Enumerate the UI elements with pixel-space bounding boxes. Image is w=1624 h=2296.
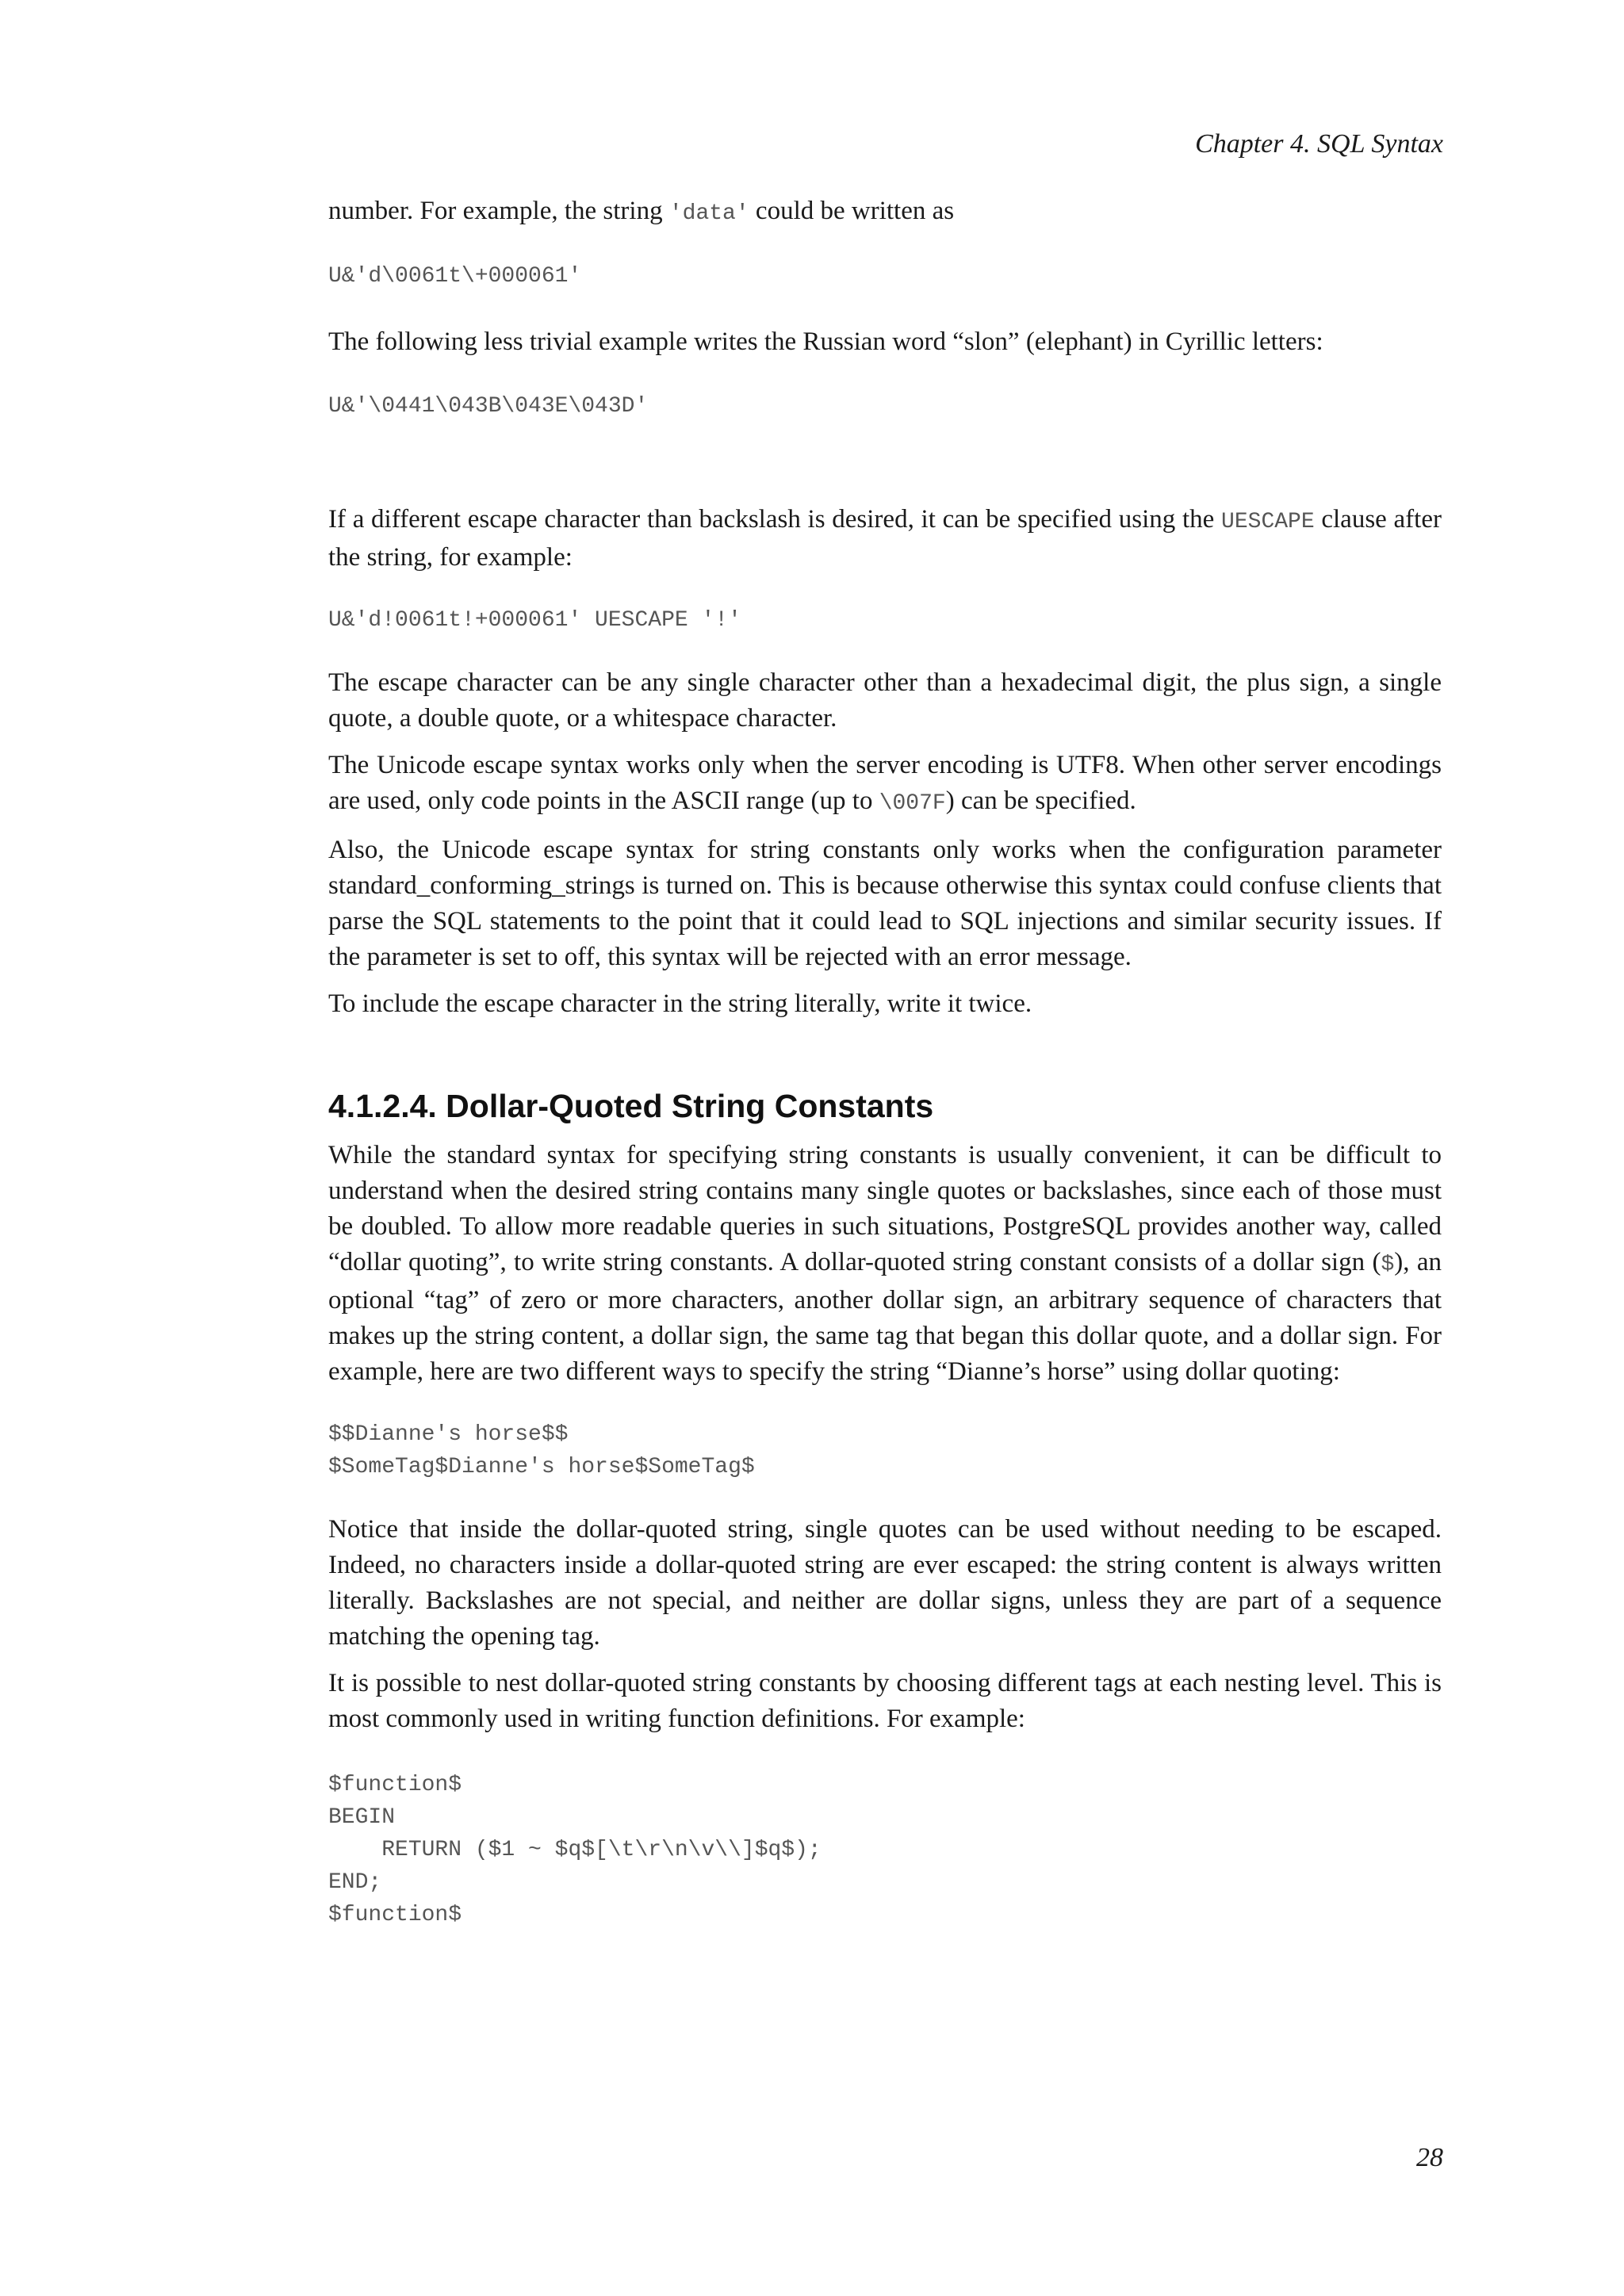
- paragraph-nesting: It is possible to nest dollar-quoted string constants by choosing different tags at each nesting level. This is most commonly used in writing function definitions. For example:: [328, 1669, 1442, 1733]
- paragraph-escape-rules: The escape character can be any single character other than a hexadecimal digit, the plus sign, a single quote, a double quote, or a whitespace character.: [328, 668, 1442, 733]
- running-header: Chapter 4. SQL Syntax: [1195, 129, 1443, 159]
- paragraph-text: clause after the string, for example:: [328, 505, 1442, 572]
- paragraph-russian-example: The following less trivial example writes the Russian word “slon” (elephant) in Cyrillic letters:: [328, 327, 1323, 356]
- paragraph-text: The Unicode escape syntax works only when the server encoding is UTF8. When other server encodings are used, only code points in the ASCII range (up to: [328, 751, 1442, 815]
- paragraph-dollar-quoting: [328, 1138, 1442, 1390]
- inline-code: $: [1381, 1253, 1395, 1277]
- code-block-uescape: U&'d!0061t!+000061' UESCAPE '!': [328, 608, 741, 633]
- section-heading: 4.1.2.4. Dollar-Quoted String Constants: [328, 1088, 934, 1124]
- paragraph-standard-conforming: Also, the Unicode escape syntax for string constants only works when the configuration parameter standard_conforming_strings is turned on. This is because otherwise this syntax could confuse clients that parse the SQL statements to the point that it could lead to SQL injections and similar security issues. If the parameter is set to off, this syntax will be rejected with an error message.: [328, 836, 1442, 971]
- paragraph-text: number. For example, the string: [328, 197, 669, 225]
- inline-code: \007F: [879, 791, 946, 816]
- paragraph-write-twice: To include the escape character in the string literally, write it twice.: [328, 989, 1032, 1018]
- paragraph-no-escaping: Notice that inside the dollar-quoted string, single quotes can be used without needing to be escaped. Indeed, no characters inside a dollar-quoted string are ever escaped: the string content is always written literally. Backslashes are not special, and neither are dollar signs, unless they are part of a sequence matching the opening tag.: [328, 1515, 1442, 1651]
- code-block-cyrillic: U&'\0441\043B\043E\043D': [328, 394, 649, 419]
- inline-code: UESCAPE: [1221, 510, 1315, 534]
- code-block-dollar-quotes: $$Dianne's horse$$ $SomeTag$Dianne's horse$SomeTag$: [328, 1422, 755, 1479]
- code-block-unicode-data: U&'d\0061t\+000061': [328, 264, 582, 289]
- paragraph-text: ) can be specified.: [945, 786, 1136, 815]
- paragraph-text: ), an optional “tag” of zero or more characters, another dollar sign, an arbitrary sequence of characters that makes up the string content, a dollar sign, the same tag that began this dollar quote, and a dollar sign. For example, here are two different ways to specify the string “Dianne’s horse” using dollar quoting:: [328, 1248, 1442, 1386]
- paragraph-string-example: [328, 193, 1442, 232]
- page-number: 28: [1416, 2143, 1443, 2172]
- paragraph-text: could be written as: [749, 197, 955, 225]
- page-content: [328, 193, 1442, 1931]
- code-block-function: $function$ BEGIN RETURN ($1 ~ $q$[\t\r\n\v\\]$q$); END; $function$: [328, 1773, 822, 1927]
- paragraph-text: If a different escape character than backslash is desired, it can be specified using the: [328, 505, 1222, 534]
- paragraph-utf8: [328, 748, 1442, 821]
- paragraph-text: While the standard syntax for specifying string constants is usually convenient, it can be difficult to understand when the desired string contains many single quotes or backslashes, since each of those must be doubled. To allow more readable queries in such situations, PostgreSQL provides another way, called “dollar quoting”, to write string constants. A dollar-quoted string constant consists of a dollar sign (: [328, 1141, 1442, 1276]
- inline-code: 'data': [668, 201, 749, 226]
- paragraph-escape-character: [328, 502, 1442, 576]
